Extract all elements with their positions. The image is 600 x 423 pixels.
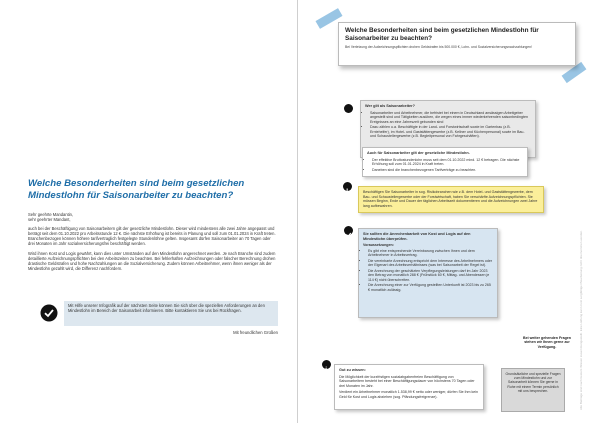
- svg-text:i: i: [325, 366, 328, 373]
- left-page: [0, 0, 296, 423]
- salutation-2: sehr geehrter Mandant,: [28, 217, 71, 223]
- closing-greeting: Mit freundlichen Grüßen: [233, 330, 278, 335]
- box-subtitle: Voraussetzungen:: [363, 243, 394, 247]
- box-title: Wer gilt als Saisonarbeiter?: [365, 104, 415, 108]
- callout-heading: Bei weiter gehenden Fragen stehen wir Ihnen gerne zur Verfügung.: [523, 336, 571, 349]
- good-to-know-paragraph-2: Verdient ein Arbeitnehmer monatlich 1.538,99 € netto oder weniger, dürfen Sie ihm kein Geld für Kost und Logis abziehen (sog. Pfändungsfreigrenze).: [339, 390, 479, 399]
- infographic-hint: Mit Hilfe unserer Infografik auf der nächsten Seite können Sie sich über die speziellen Anforderungen an den Mindestlohn im Bereich der Saisonarbeit informieren. Bitte kontaktieren Sie uns bei Rückfragen.: [64, 301, 278, 326]
- infographic-subtitle: Bei Verletzung der Aufzeichnungspflichten drohen Geldstrafen bis 500.000 €, Lohn- und Sozialversicherungsnachzahlungen!: [345, 44, 532, 49]
- list-item: • Der effektive Bruttostundenlohn muss seit dem 01.10.2022 mind. 12 € betragen. Die nächste Erhöhung soll zum 01.01.2024 in Kraft treten.: [372, 158, 523, 167]
- box-title: Auch für Saisonarbeiter gilt der gesetzliche Mindestlohn.: [367, 151, 470, 155]
- list-item: • Saisonarbeiter und Arbeitnehmer, die befristet bei einem in Deutschland ansässigen Arbeitgeber angestellt sind und Tätigkeiten ausüben, die wegen eines immer wiederkehrenden saisonbedingten Ereignisses an eine Jahreszeit gebunden sind: [370, 111, 531, 125]
- svg-text:!: !: [346, 188, 349, 195]
- letter-body: [28, 212, 278, 275]
- infographic-title: Welche Besonderheiten sind beim gesetzlichen Mindestlohn für Saisonarbeiter zu beachten?: [345, 27, 539, 42]
- box-title: Gut zu wissen:: [339, 368, 366, 372]
- salutation-1: Sehr geehrte Mandantin,: [28, 212, 74, 217]
- box-title: Sie sollten die Anrechenbarkeit von Kost und Logis auf den Mindestlohn überprüfen.: [363, 232, 471, 241]
- list-item: • Die Anrechnung der geschätzten Verpflegungsleistungen darf im Jahr 2023 den Betrag von monatlich 288 € (Frühstück 60 €, Mittag- und Abendessen je 114 €) nicht überschreiten.: [368, 269, 493, 283]
- checkmark-icon: [344, 226, 353, 235]
- letter-paragraph-2: Wird ihnen Kost und Logis gewährt, kann dies unter Umständen auf den Mindestlohn angerechnet werden. Je nach Branche sind zudem detaillierte Aufzeichnungspflichten bei den Arbeitszeiten zu beachten. Bei fehlerhaften Aufzeichnungen oder falscher Berechnung drohen drastische Geldstrafen und hohe Nachzahlungen an die Sozialversicherung. Zudem können Arbeitnehmer, wenn ihnen weniger als der Mindestlohn gezahlt wird, die Differenz nachfordern.: [28, 250, 276, 271]
- good-to-know-paragraph-1: Die Möglichkeit der kurzfristigen sozialabgabenfreien Beschäftigung von Saisonarbeitern besteht bei einer Beschäftigungsdauer von höchstens 70 Tagen oder drei Monaten im Jahr.: [339, 374, 475, 388]
- disclaimer-sidebar: Alle Beiträge sind nach bestem Wissen zusammengestellt. Eine Haftung kann trotz sorgfältiger Bearbeitung nicht übernommen werden.: [579, 230, 583, 410]
- list-item: • Die Anrechnung einer zur Verfügung gestellten Unterkunft ist 2023 bis zu 265 € monatlich zulässig.: [368, 283, 493, 292]
- warning-icon: [343, 182, 352, 195]
- pin-icon: [344, 104, 353, 113]
- list-item: • Es gibt eine entsprechende Vereinbarung zwischen Ihnen und dem Arbeitnehmer in Arbeitsvertrag.: [368, 249, 493, 258]
- list-item: • Die vereinbarte Anrechnung entspricht dem Interesse des Arbeitnehmers oder der Eigenart des Arbeitsverhältnisses (was bei Saisonarbeit der Regel ist).: [368, 259, 493, 268]
- letter-paragraph-1: auch bei der Beschäftigung von Saisonarbeitern gilt der gesetzliche Mindestlohn. Dieser wird mindestens alle zwei Jahre angepasst und beträgt seit dem 01.10.2022 pro Arbeitsstunde 12 €. Die nächste Erhöhung ist bereits in Planung und soll zum 01.01.2024 in Kraft treten. Branchenbezogen können höhere tarifvertraglich festgelegte Stundenlöhne gelten. Insgesamt dürfen Saisonarbeiter an 70 Tagen oder drei Monaten im Jahr sozialversicherungsfrei beschäftigt werden.: [28, 226, 276, 247]
- callout-body: Grundsätzliche und spezielle Fragen zum Mindestlohn und zur Saisonarbeit können Sie gerne in Ruhe mit einem Termin persönlich mit uns besprechen.: [505, 372, 561, 393]
- info-icon: [322, 360, 331, 373]
- box-board-and-lodging: [358, 228, 498, 318]
- box-risk-industries: Beschäftigen Sie Saisonarbeiter in sog. Risikobranchen wie z.B. dem Hotel- und Gaststättengewerbe, dem Bau- und Schaustellergewerbe oder der Forstwirtschaft, haben Sie verschärfte Aufzeichnungspflichten. Sie müssen Beginn, Ende und Dauer der täglichen Arbeitszeit dokumentieren und die Aufzeichnungen zwei Jahre lang aufbewahren.: [358, 186, 544, 213]
- infographic-header: [338, 22, 576, 66]
- box-minimum-wage: [362, 147, 528, 177]
- list-item: • Dazu zählen u.a. Beschäftigte in der Land- und Forstwirtschaft sowie im Gartenbau (z.B. Erntehelfer), im Hotel- und Gaststättengewerbe (z.B. Kellner und Küchenpersonal) sowie im Bau- und Schaustellergewerbe (z.B. Begleitpersonal von Fahrgeschäften).: [370, 125, 531, 139]
- list-item: • Daneben sind die branchenbezogenen Tarifverträge zu beachten.: [372, 168, 523, 173]
- left-page-title: Welche Besonderheiten sind beim gesetzlichen Mindestlohn für Saisonarbeiter zu beachten?: [28, 178, 245, 201]
- box-good-to-know: [334, 364, 484, 410]
- checkmark-icon: [40, 304, 58, 322]
